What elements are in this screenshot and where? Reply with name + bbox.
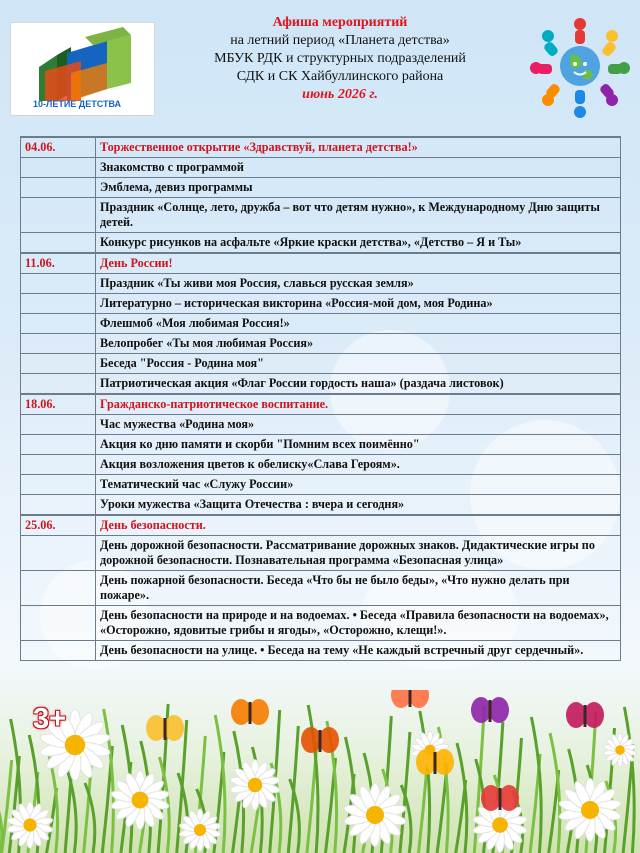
event-description: Велопробег «Ты моя любимая Россия»: [96, 334, 621, 354]
empty-date-cell: [21, 178, 96, 198]
event-description: Акция ко дню памяти и скорби "Помним всех поимённо": [96, 435, 621, 455]
flower-meadow-illustration: [0, 690, 640, 853]
butterfly: [566, 702, 604, 728]
schedule-event-row: [21, 495, 621, 516]
schedule-day-row: [21, 394, 621, 415]
event-description: День пожарной безопасности. Беседа «Что бы не было беды», «Что нужно делать при пожаре».: [96, 571, 621, 606]
schedule-event-row: [21, 314, 621, 334]
empty-date-cell: [21, 455, 96, 475]
day-theme-title: День безопасности.: [96, 515, 621, 536]
event-description: Беседа "Россия - Родина моя": [96, 354, 621, 374]
event-date: 11.06.: [21, 253, 96, 274]
empty-date-cell: [21, 475, 96, 495]
event-description: Тематический час «Служу России»: [96, 475, 621, 495]
schedule-day-row: [21, 515, 621, 536]
decade-of-childhood-logo: [10, 22, 155, 116]
event-date: 18.06.: [21, 394, 96, 415]
empty-date-cell: [21, 374, 96, 395]
event-description: Флешмоб «Моя любимая Россия!»: [96, 314, 621, 334]
schedule-day-row: [21, 253, 621, 274]
event-description: Праздник «Солнце, лето, дружба – вот что детям нужно», к Международному Дню защиты детей.: [96, 198, 621, 233]
empty-date-cell: [21, 571, 96, 606]
event-date: 04.06.: [21, 137, 96, 158]
age-rating-badge: 3+: [33, 703, 67, 735]
header-line-1: на летний период «Планета детства»: [230, 33, 450, 48]
empty-date-cell: [21, 354, 96, 374]
event-description: Час мужества «Родина моя»: [96, 415, 621, 435]
header-line-3: СДК и СК Хайбуллинского района: [236, 69, 444, 84]
empty-date-cell: [21, 606, 96, 641]
schedule-event-row: [21, 374, 621, 395]
day-theme-title: День России!: [96, 253, 621, 274]
empty-date-cell: [21, 334, 96, 354]
event-description: Литературно – историческая викторина «Россия-мой дом, моя Родина»: [96, 294, 621, 314]
day-theme-title: Гражданско-патриотическое воспитание.: [96, 394, 621, 415]
schedule-event-row: [21, 274, 621, 294]
poster-title: Афиша мероприятий: [272, 15, 408, 30]
empty-date-cell: [21, 314, 96, 334]
schedule-event-row: [21, 334, 621, 354]
event-description: Акция возложения цветов к обелиску«Слава Героям».: [96, 455, 621, 475]
schedule-event-row: [21, 198, 621, 233]
schedule-event-row: [21, 606, 621, 641]
schedule-event-row: [21, 455, 621, 475]
event-description: День дорожной безопасности. Рассматривание дорожных знаков. Дидактические игры по дорожной безопасности. Познавательная программа «Безопасная улица»: [96, 536, 621, 571]
empty-date-cell: [21, 198, 96, 233]
empty-date-cell: [21, 495, 96, 516]
empty-date-cell: [21, 294, 96, 314]
butterfly: [416, 749, 454, 775]
empty-date-cell: [21, 435, 96, 455]
empty-date-cell: [21, 536, 96, 571]
event-date: 25.06.: [21, 515, 96, 536]
event-description: Уроки мужества «Защита Отечества : вчера и сегодня»: [96, 495, 621, 516]
schedule-day-row: [21, 137, 621, 158]
butterfly: [391, 690, 429, 708]
butterfly: [231, 699, 269, 725]
events-schedule-table: [20, 136, 621, 661]
empty-date-cell: [21, 641, 96, 661]
empty-date-cell: [21, 233, 96, 254]
butterfly: [146, 715, 184, 741]
header-line-2: МБУК РДК и структурных подразделений: [214, 51, 466, 66]
schedule-event-row: [21, 158, 621, 178]
schedule-event-row: [21, 354, 621, 374]
schedule-event-row: [21, 233, 621, 254]
empty-date-cell: [21, 274, 96, 294]
event-description: Эмблема, девиз программы: [96, 178, 621, 198]
day-theme-title: Торжественное открытие «Здравствуй, планета детства!»: [96, 137, 621, 158]
event-description: Знакомство с программой: [96, 158, 621, 178]
poster-header: [160, 14, 520, 104]
schedule-event-row: [21, 641, 621, 661]
event-description: Патриотическая акция «Флаг России гордость наша» (раздача листовок): [96, 374, 621, 395]
empty-date-cell: [21, 415, 96, 435]
butterfly: [481, 785, 519, 811]
daisy-flower: [558, 779, 622, 842]
event-description: Конкурс рисунков на асфальте «Яркие краски детства», «Детство – Я и Ты»: [96, 233, 621, 254]
event-description: День безопасности на природе и на водоемах. • Беседа «Правила безопасности на водоемах», «Осторожно, ядовитые грибы и ягоды», «Осторожно, клещи!».: [96, 606, 621, 641]
schedule-event-row: [21, 415, 621, 435]
event-description: День безопасности на улице. • Беседа на тему «Не каждый встречный друг сердечный».: [96, 641, 621, 661]
schedule-event-row: [21, 178, 621, 198]
butterfly: [301, 727, 339, 753]
children-globe-logo: [528, 14, 632, 118]
header-month: июнь 2026 г.: [302, 87, 378, 102]
schedule-event-row: [21, 475, 621, 495]
butterfly: [471, 697, 509, 723]
logo-caption: 10-ЛЕТИЕ ДЕТСТВА: [33, 99, 122, 109]
schedule-event-row: [21, 294, 621, 314]
schedule-event-row: [21, 536, 621, 571]
schedule-event-row: [21, 571, 621, 606]
schedule-event-row: [21, 435, 621, 455]
empty-date-cell: [21, 158, 96, 178]
event-description: Праздник «Ты живи моя Россия, славься русская земля»: [96, 274, 621, 294]
